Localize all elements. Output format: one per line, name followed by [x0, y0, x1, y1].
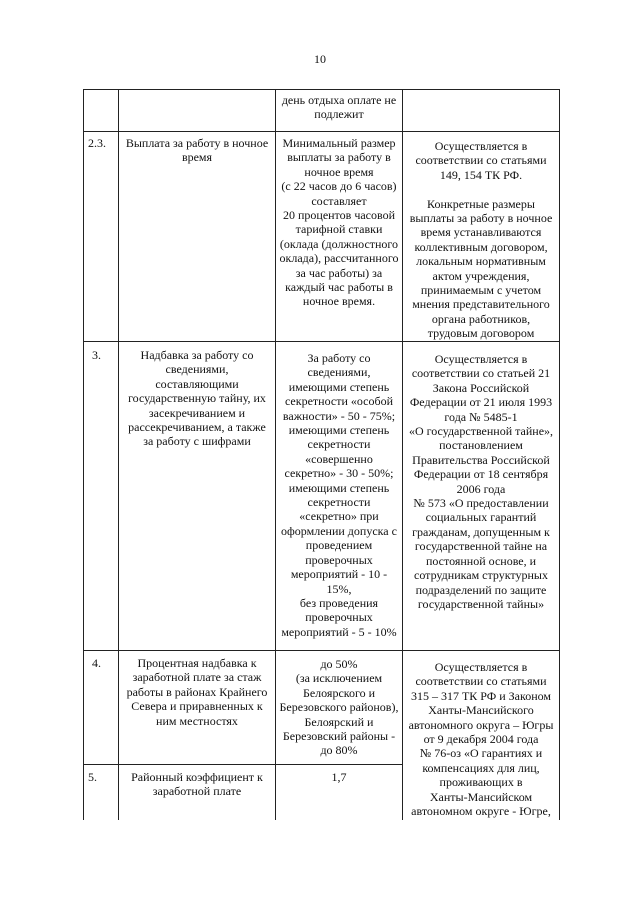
- row-separator: [83, 650, 560, 651]
- cell-number: 2.3.: [88, 136, 106, 150]
- table-divider-2: [275, 89, 276, 820]
- cell-amount: до 50% (за исключением Белоярского и Березовского районов), Белоярский и Березовский районы - до 80%: [279, 657, 399, 758]
- cell-amount: 1,7: [331, 770, 347, 784]
- row-separator: [83, 131, 560, 132]
- cell-basis: Осуществляется в соответствии со статьями 315 – 317 ТК РФ и Законом Ханты-Мансийского автономного округа – Югры от 9 декабря 2004 года № 76-оз «О гарантиях и компенсациях для лиц, проживающих в Ханты-Мансийском автономном округе - Югре,: [408, 660, 554, 819]
- cell-amount: Минимальный размер выплаты за работу в ночное время (с 22 часов до 6 часов) составляет 20 процентов часовой тарифной ставки (оклада (должностного оклада), рассчитанного за час работы) за каждый час работы в ночное время.: [279, 136, 399, 309]
- table-border-top: [83, 89, 560, 90]
- table-border-right: [559, 89, 560, 820]
- row-separator: [83, 341, 560, 342]
- cell-basis: Осуществляется в соответствии со статьей 21 Закона Российской Федерации от 21 июля 1993 года № 5485-1 «О государственной тайне», постановлением Правительства Российской Федерации от 18 сентября 2006 года № 573 «О предоставлении социальных гарантий гражданам, допущенным к государственной тайне на постоянной основе, и сотрудникам структурных подразделений по защите государственной тайны»: [408, 352, 554, 611]
- cell-amount: За работу со сведениями, имеющими степень секретности «особой важности» - 50 - 75%; имеющими степень секретности «совершенно секретно» - 30 - 50%; имеющими степень секретности «секретно» при оформлении допуска с проведением проверочных мероприятий - 10 - 15%, без проведения проверочных мероприятий - 5 - 10%: [281, 351, 397, 639]
- row-separator: [83, 764, 403, 765]
- cell-name: Надбавка за работу со сведениями, составляющими государственную тайну, их засекречиванием и рассекречиванием, а также за работу с шифрами: [128, 348, 266, 449]
- cell-number: 4.: [92, 656, 101, 670]
- cell-name: Процентная надбавка к заработной плате за стаж работы в районах Крайнего Севера и приравненных к ним местностях: [126, 656, 268, 728]
- cell-amount: день отдыха оплате не подлежит: [281, 93, 397, 122]
- table-divider-3: [402, 89, 403, 820]
- cell-basis: Осуществляется в соответствии со статьями 149, 154 ТК РФ. Конкретные размеры выплаты за работу в ночное время устанавливаются коллективным договором, локальным нормативным актом учреждения, принимаемым с учетом мнения представительного органа работников, трудовым договором: [409, 139, 553, 341]
- cell-name: Районный коэффициент к заработной плате: [131, 770, 263, 799]
- table-border-left: [83, 89, 84, 820]
- page-number: 10: [314, 52, 326, 66]
- cell-number: 5.: [88, 770, 97, 784]
- cell-number: 3.: [92, 348, 101, 362]
- cell-name: Выплата за работу в ночное время: [125, 136, 269, 165]
